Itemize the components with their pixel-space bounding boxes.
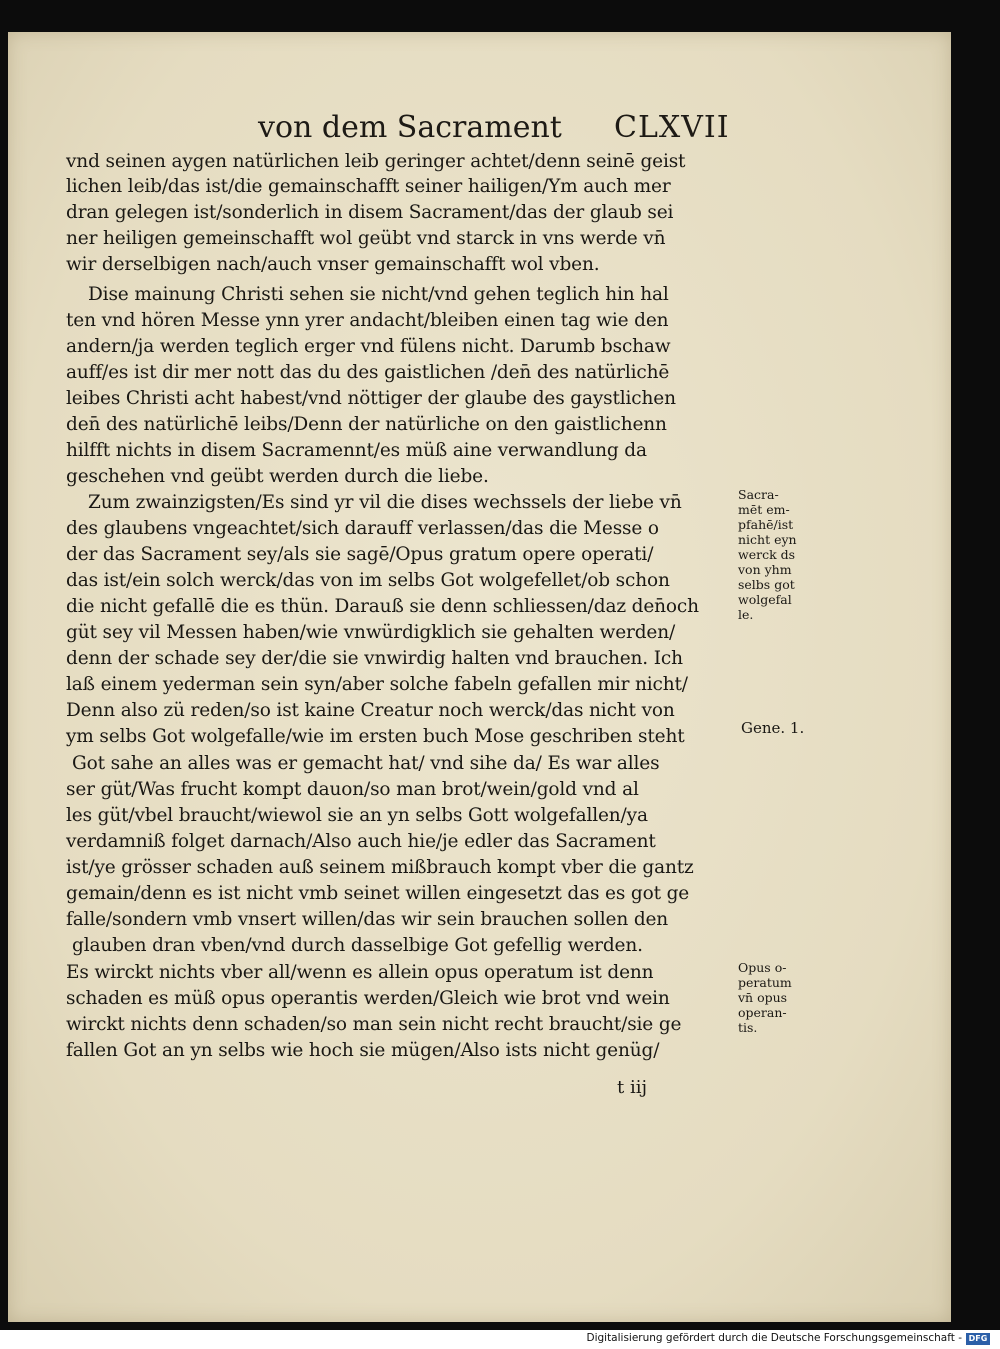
margin-note-line: pfahē/ist: [738, 517, 794, 532]
text-line: falle/sondern vmb vnsert willen/das wir sein brauchen sollen den: [66, 909, 669, 930]
text-line: Dise mainung Christi sehen sie nicht/vnd gehen teglich hin hal: [88, 284, 669, 305]
text-line: les güt/vbel braucht/wiewol sie an yn selbs Gott wolgefallen/ya: [66, 805, 648, 826]
text-line: vnd seinen aygen natürlichen leib geringer achtet/denn seinē geist: [66, 151, 686, 172]
text-line: fallen Got an yn selbs wie hoch sie mügen/Also ists nicht genüg/: [66, 1040, 660, 1061]
footer-bar: [0, 1330, 1000, 1349]
text-line: hilfft nichts in disem Sacramennt/es müß aine verwandlung da: [66, 440, 647, 461]
text-line: andern/ja werden teglich erger vnd fülens nicht. Darumb bschaw: [66, 336, 671, 357]
text-line: der das Sacrament sey/als sie sagē/Opus gratum opere operati/: [66, 544, 654, 565]
text-line: ym selbs Got wolgefalle/wie im ersten buch Mose geschriben steht: [66, 726, 685, 747]
margin-note: [741, 721, 804, 736]
margin-note-line: wolgefal: [738, 592, 792, 607]
margin-note-line: tis.: [738, 1020, 758, 1035]
text-line: ner heiligen gemeinschafft wol geübt vnd starck in vns werde vn̄: [66, 228, 666, 249]
margin-note-line: Sacra-: [738, 487, 779, 502]
text-line: geschehen vnd geübt werden durch die liebe.: [66, 466, 489, 487]
text-line: güt sey vil Messen haben/wie vnwürdigklich sie gehalten werden/: [66, 622, 676, 643]
margin-note-line: selbs got: [738, 577, 795, 592]
text-line: die nicht gefallē die es thün. Darauß sie denn schliessen/daz den̄och: [66, 596, 699, 617]
margin-note-line: operan-: [738, 1005, 787, 1020]
text-line: wir derselbigen nach/auch vnser gemainschafft wol vben.: [66, 254, 600, 275]
text-line: das ist/ein solch werck/das von im selbs Got wolgefellet/ob schon: [66, 570, 670, 591]
text-line: dran gelegen ist/sonderlich in disem Sacrament/das der glaub sei: [66, 202, 674, 223]
text-line: Got sahe an alles was er gemacht hat/ vnd sihe da/ Es war alles: [72, 753, 660, 774]
text-line: Es wirckt nichts vber all/wenn es allein opus operatum ist denn: [66, 962, 654, 983]
text-line: Denn also zü reden/so ist kaine Creatur noch werck/das nicht von: [66, 700, 675, 721]
dfg-logo: DFG: [966, 1333, 990, 1345]
text-line: ser güt/Was frucht kompt dauon/so man brot/wein/gold vnd al: [66, 779, 639, 800]
margin-note-line: mēt em-: [738, 502, 790, 517]
margin-note-line: Opus o-: [738, 960, 787, 975]
margin-note-line: von yhm: [738, 562, 792, 577]
text-line: des glaubens vngeachtet/sich darauff verlassen/das die Messe o: [66, 518, 659, 539]
text-line: auff/es ist dir mer nott das du des gaistlichen /den̄ des natürlichē: [66, 362, 670, 383]
book-page: [8, 32, 951, 1322]
margin-note-line: vn̄ opus: [738, 990, 788, 1005]
text-line: ist/ye grösser schaden auß seinem mißbrauch kompt vber die gantz: [66, 857, 694, 878]
running-title: von dem Sacrament: [258, 110, 562, 145]
margin-note-line: nicht eyn: [738, 532, 797, 547]
text-line: glauben dran vben/vnd durch dasselbige Got gefellig werden.: [72, 935, 643, 956]
margin-note-line: Gene. 1.: [741, 719, 805, 737]
margin-note: [738, 487, 797, 622]
text-line: verdamniß folget darnach/Also auch hie/je edler das Sacrament: [66, 831, 656, 852]
text-line: den̄ des natürlichē leibs/Denn der natürliche on den gaistlichenn: [66, 414, 667, 435]
margin-note-line: peratum: [738, 975, 792, 990]
text-line: denn der schade sey der/die sie vnwirdig halten vnd brauchen. Ich: [66, 648, 683, 669]
text-line: wirckt nichts denn schaden/so man sein nicht recht braucht/sie ge: [66, 1014, 682, 1035]
margin-note-line: le.: [738, 607, 754, 622]
margin-note-line: werck ds: [738, 547, 796, 562]
folio-number: CLXVII: [614, 110, 730, 145]
footer-credit: Digitalisierung gefördert durch die Deutsche Forschungsgemeinschaft -: [586, 1332, 962, 1344]
text-line: lichen leib/das ist/die gemainschafft seiner hailigen/Ym auch mer: [66, 176, 671, 197]
text-line: laß einem yederman sein syn/aber solche fabeln gefallen mir nicht/: [66, 674, 688, 695]
text-line: ten vnd hören Messe ynn yrer andacht/bleiben einen tag wie den: [66, 310, 669, 331]
text-line: leibes Christi acht habest/vnd nöttiger der glaube des gaystlichen: [66, 388, 676, 409]
signature-mark: t iij: [617, 1077, 648, 1098]
text-line: Zum zwainzigsten/Es sind yr vil die dises wechssels der liebe vn̄: [88, 492, 682, 513]
text-line: gemain/denn es ist nicht vmb seinet willen eingesetzt das es got ge: [66, 883, 690, 904]
text-line: schaden es müß opus operantis werden/Gleich wie brot vnd wein: [66, 988, 670, 1009]
margin-note: [738, 960, 792, 1035]
